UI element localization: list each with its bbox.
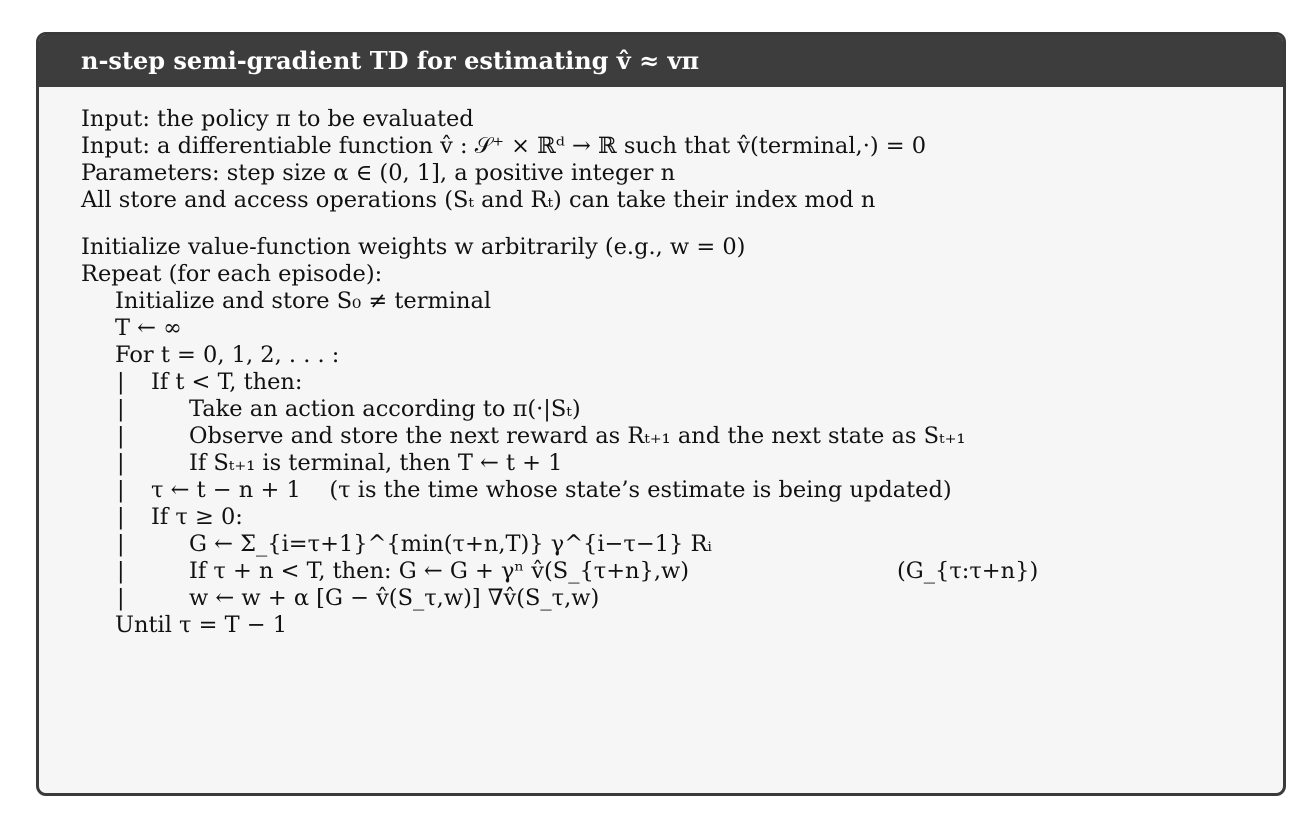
- algorithm-line: [81, 234, 1273, 261]
- algorithm-line-text: Observe and store the next reward as Rₜ₊₁ and the next state as Sₜ₊₁: [189, 423, 966, 449]
- loop-bar: |: [117, 450, 125, 476]
- algorithm-line-text: If τ + n < T, then: G ← G + γⁿ v̂(S_{τ+n},w): [189, 558, 690, 584]
- algorithm-line-text: If t < T, then:: [151, 369, 303, 395]
- algorithm-line-text: Repeat (for each episode):: [81, 261, 383, 287]
- algorithm-line: [81, 106, 1273, 133]
- algorithm-line-text: w ← w + α [G − v̂(S_τ,w)] ∇v̂(S_τ,w): [189, 585, 600, 611]
- equation-tag: (G_{τ:τ+n}): [897, 558, 1039, 584]
- algorithm-line-text: T ← ∞: [115, 315, 182, 341]
- algorithm-line-text: Initialize value-function weights w arbitrarily (e.g., w = 0): [81, 234, 746, 260]
- algorithm-line: [81, 450, 1273, 477]
- algorithm-line-text: All store and access operations (Sₜ and Rₜ) can take their index mod n: [81, 187, 876, 213]
- algorithm-line: [81, 396, 1273, 423]
- algorithm-line: [81, 423, 1273, 450]
- algorithm-line: [81, 612, 1273, 639]
- algorithm-line: [81, 504, 1273, 531]
- algorithm-line: [81, 531, 1273, 558]
- algorithm-line: [81, 288, 1273, 315]
- algorithm-line: [81, 315, 1273, 342]
- algorithm-body: [81, 106, 1273, 639]
- loop-bar: |: [117, 477, 125, 503]
- algorithm-line: [81, 585, 1273, 612]
- loop-bar: |: [117, 504, 125, 530]
- algorithm-line-text: Parameters: step size α ∈ (0, 1], a positive integer n: [81, 160, 676, 186]
- algorithm-line-text: Input: the policy π to be evaluated: [81, 106, 474, 132]
- algorithm-line-text: Take an action according to π(·|Sₜ): [189, 396, 581, 422]
- loop-bar: |: [117, 531, 125, 557]
- loop-bar: |: [117, 423, 125, 449]
- loop-bar: |: [117, 396, 125, 422]
- algorithm-line: [81, 477, 1273, 504]
- algorithm-line-text: For t = 0, 1, 2, . . . :: [115, 342, 340, 368]
- algorithm-line-text: Input: a differentiable function v̂ : 𝒮⁺ × ℝᵈ → ℝ such that v̂(terminal,·) = 0: [81, 133, 927, 159]
- algorithm-title: n-step semi-gradient TD for estimating v̂ ≈ vπ: [39, 35, 1283, 87]
- algorithm-line-text: Until τ = T − 1: [115, 612, 288, 638]
- algorithm-line: [81, 261, 1273, 288]
- algorithm-line-text: τ ← t − n + 1 (τ is the time whose state’s estimate is being updated): [151, 477, 952, 503]
- loop-bar: |: [117, 558, 125, 584]
- algorithm-line: [81, 187, 1273, 214]
- algorithm-line: [81, 369, 1273, 396]
- algorithm-box: [36, 32, 1286, 796]
- loop-bar: |: [117, 369, 125, 395]
- algorithm-line-text: G ← Σ_{i=τ+1}^{min(τ+n,T)} γ^{i−τ−1} Rᵢ: [189, 531, 712, 557]
- algorithm-line-text: If τ ≥ 0:: [151, 504, 243, 530]
- blank-line: [81, 214, 1273, 234]
- algorithm-line-text: Initialize and store S₀ ≠ terminal: [115, 288, 492, 314]
- loop-bar: |: [117, 585, 125, 611]
- algorithm-line: [81, 160, 1273, 187]
- algorithm-line: [81, 558, 1273, 585]
- algorithm-line: [81, 133, 1273, 160]
- algorithm-line: [81, 342, 1273, 369]
- algorithm-line-text: If Sₜ₊₁ is terminal, then T ← t + 1: [189, 450, 563, 476]
